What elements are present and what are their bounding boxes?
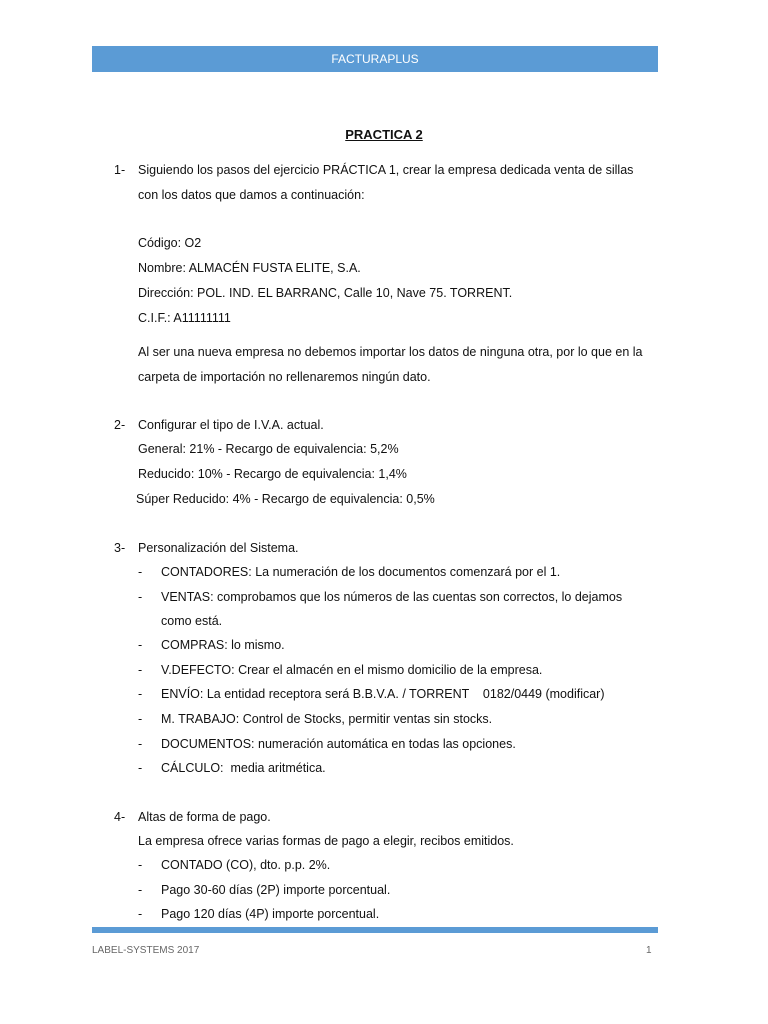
list-item-ventas-continued: como está. [161, 614, 223, 628]
company-address: Dirección: POL. IND. EL BARRANC, Calle 10, Nave 75. TORRENT. [138, 286, 513, 300]
list-bullet: - [138, 761, 143, 775]
section-1-paragraph-line-2: carpeta de importación no rellenaremos ningún dato. [138, 370, 431, 384]
document-header-bar [92, 46, 658, 72]
vat-super-reduced: Súper Reducido: 4% - Recargo de equivalencia: 0,5% [136, 492, 435, 506]
list-bullet: - [138, 883, 143, 897]
company-code: Código: O2 [138, 236, 202, 250]
list-item-envio: ENVÍO: La entidad receptora será B.B.V.A. / TORRENT 0182/0449 (modificar) [161, 687, 605, 701]
section-2-title: Configurar el tipo de I.V.A. actual. [138, 418, 324, 432]
list-item-pago-30-60: Pago 30-60 días (2P) importe porcentual. [161, 883, 391, 897]
section-3-title: Personalización del Sistema. [138, 541, 299, 555]
section-2-number: 2- [114, 418, 126, 432]
footer-divider [92, 927, 658, 933]
vat-reduced: Reducido: 10% - Recargo de equivalencia: 1,4% [138, 467, 407, 481]
list-item-vdefecto: V.DEFECTO: Crear el almacén en el mismo domicilio de la empresa. [161, 663, 543, 677]
page-title: PRACTICA 2 [345, 127, 423, 142]
section-1-number: 1- [114, 163, 126, 177]
section-1-line-2: con los datos que damos a continuación: [138, 188, 365, 202]
company-name: Nombre: ALMACÉN FUSTA ELITE, S.A. [138, 261, 361, 275]
list-bullet: - [138, 687, 143, 701]
section-4-number: 4- [114, 810, 126, 824]
section-4-title: Altas de forma de pago. [138, 810, 271, 824]
section-1-line-1: Siguiendo los pasos del ejercicio PRÁCTICA 1, crear la empresa dedicada venta de sillas [138, 163, 634, 177]
section-1-paragraph-line-1: Al ser una nueva empresa no debemos importar los datos de ninguna otra, por lo que en la [138, 345, 643, 359]
list-item-mtrabajo: M. TRABAJO: Control de Stocks, permitir ventas sin stocks. [161, 712, 493, 726]
list-item-ventas: VENTAS: comprobamos que los números de las cuentas son correctos, lo dejamos [161, 590, 623, 604]
company-cif: C.I.F.: A11111111 [138, 311, 231, 325]
list-item-pago-120: Pago 120 días (4P) importe porcentual. [161, 907, 380, 921]
list-item-documentos: DOCUMENTOS: numeración automática en todas las opciones. [161, 737, 516, 751]
list-item-contado: CONTADO (CO), dto. p.p. 2%. [161, 858, 331, 872]
list-bullet: - [138, 737, 143, 751]
header-title: FACTURAPLUS [331, 52, 419, 66]
section-4-intro: La empresa ofrece varias formas de pago a elegir, recibos emitidos. [138, 834, 514, 848]
section-3-number: 3- [114, 541, 126, 555]
list-item-contadores: CONTADORES: La numeración de los documentos comenzará por el 1. [161, 565, 561, 579]
list-bullet: - [138, 590, 143, 604]
list-bullet: - [138, 663, 143, 677]
vat-general: General: 21% - Recargo de equivalencia: 5,2% [138, 442, 399, 456]
page-number: 1 [646, 945, 652, 956]
footer-company: LABEL-SYSTEMS 2017 [92, 945, 200, 956]
list-bullet: - [138, 638, 143, 652]
list-bullet: - [138, 712, 143, 726]
list-item-calculo: CÁLCULO: media aritmética. [161, 761, 326, 775]
list-bullet: - [138, 565, 143, 579]
list-bullet: - [138, 907, 143, 921]
list-item-compras: COMPRAS: lo mismo. [161, 638, 285, 652]
list-bullet: - [138, 858, 143, 872]
